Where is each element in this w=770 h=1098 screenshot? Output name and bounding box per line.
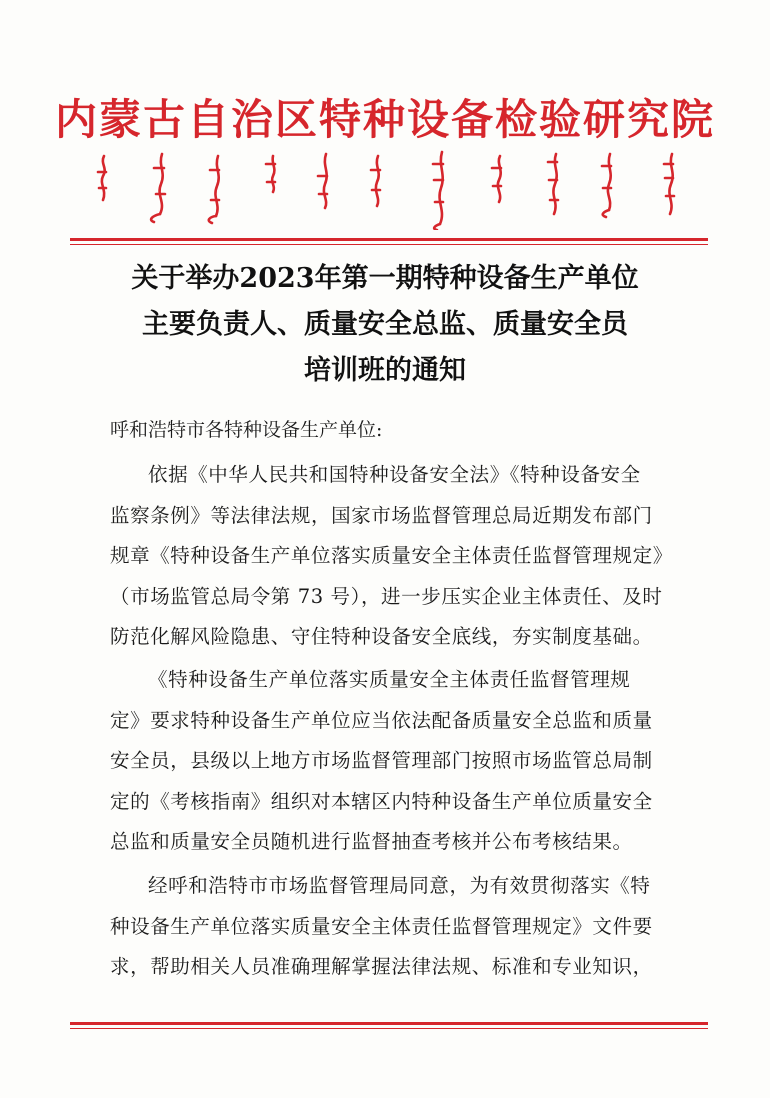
paragraph-line: （市场监管总局令第 73 号），进一步压实企业主体责任、及时 (110, 584, 663, 608)
paragraph-line: 定的《考核指南》组织对本辖区内特种设备生产单位质量安全 (110, 789, 653, 813)
footer-divider (70, 1022, 708, 1029)
paragraph-line: 规章《特种设备生产单位落实质量安全主体责任监督管理规定》 (110, 544, 673, 567)
title-line-2: 主要负责人、质量安全总监、质量安全员 (142, 309, 628, 340)
paragraph-line: 监察条例》等法律法规，国家市场监督管理总局近期发布部门 (110, 503, 653, 527)
letterhead-org-name: 内蒙古自治区特种设备检验研究院 (54, 95, 715, 144)
paragraph-3 (110, 866, 670, 988)
paragraph-line: 防范化解风险隐患、守住特种设备安全底线，夯实制度基础。 (110, 625, 653, 648)
title-line-3: 培训班的通知 (304, 355, 466, 386)
document-title (0, 256, 770, 394)
letterhead-divider (70, 238, 708, 245)
paragraph-line: 安全员，县级以上地方市场监督管理部门按照市场监管总局制 (110, 749, 653, 772)
paragraph-line: 经呼和浩特市市场监督管理局同意，为有效贯彻落实《特 (148, 874, 651, 897)
paragraph-line: 依据《中华人民共和国特种设备安全法》《特种设备安全 (148, 463, 641, 486)
paragraph-1 (110, 455, 673, 658)
paragraph-line: 种设备生产单位落实质量安全主体责任监督管理规定》文件要 (110, 914, 653, 938)
paragraph-line: 求，帮助相关人员准确理解掌握法律法规、标准和专业知识， (110, 955, 653, 978)
paragraph-line: 定》要求特种设备生产单位应当依法配备质量安全总监和质量 (110, 708, 653, 732)
mongolian-script-letterhead (90, 150, 690, 230)
paragraph-line: 总监和质量安全员随机进行监督抽查考核并公布考核结果。 (110, 830, 633, 853)
paragraph-2 (110, 660, 670, 863)
title-line-1: 关于举办2023年第一期特种设备生产单位 (131, 263, 639, 294)
paragraph-line: 《特种设备生产单位落实质量安全主体责任监督管理规 (148, 668, 631, 691)
salutation: 呼和浩特市各特种设备生产单位: (110, 419, 383, 441)
